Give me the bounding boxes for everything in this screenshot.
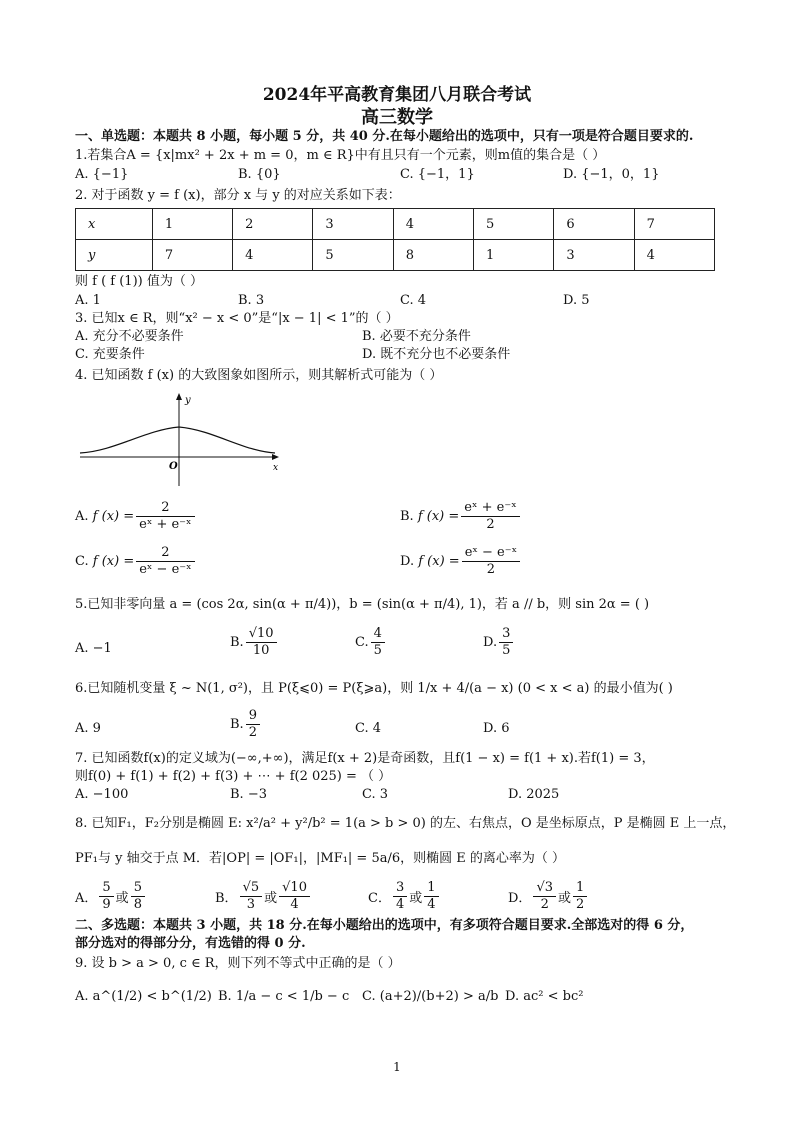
q2-option-a: A. 1 (75, 293, 101, 308)
table-cell: 2 (233, 209, 313, 240)
section-2-header: 二、多选题：本题共 3 小题，共 18 分.在每小题给出的选项中，有多项符合题目要求.全部选对的得 6 分， (75, 918, 694, 933)
table-cell: 4 (233, 240, 313, 271)
denominator: 2 (486, 517, 495, 532)
fraction (99, 880, 113, 913)
origin-label: O (169, 461, 178, 472)
q6-option-c: C. 4 (355, 721, 382, 736)
q9-option-c: C. (a+2)/(b+2) > a/b (362, 989, 499, 1004)
table-cell: 1 (152, 209, 232, 240)
fraction (499, 626, 513, 659)
q1-stem: 1.若集合A = {x|mx² + 2x + m = 0，m ∈ R}中有且只有一个元素，则m值的集合是（ ） (75, 148, 606, 163)
q2-option-d: D. 5 (563, 293, 590, 308)
fraction (461, 500, 519, 533)
q6-option-d: D. 6 (483, 721, 510, 736)
option-label: B. (400, 509, 414, 524)
option-lhs: f (x) = (92, 554, 135, 569)
q8-option-a (75, 880, 147, 913)
fraction (393, 880, 407, 913)
fraction (424, 880, 438, 913)
q4-option-b (400, 500, 522, 533)
section-2-header-continued: 部分选对的得部分分，有选错的得 0 分. (75, 936, 306, 951)
table-row (76, 240, 715, 271)
or-text: 或 (264, 891, 278, 906)
q4-option-d (400, 545, 522, 578)
table-cell: 3 (313, 209, 393, 240)
numerator: 9 (246, 708, 260, 725)
denominator: 3 (246, 897, 255, 912)
option-label: C． (368, 891, 391, 906)
fraction (136, 500, 194, 533)
table-cell: 3 (554, 240, 634, 271)
table-cell: y (76, 240, 153, 271)
q9-stem: 9. 设 b > a > 0, c ∈ R，则下列不等式中正确的是（ ） (75, 956, 401, 971)
q4-function-graph (75, 390, 290, 490)
numerator: 2 (136, 545, 194, 562)
table-row (76, 209, 715, 240)
option-label: D. (483, 635, 498, 650)
q8-option-b (215, 880, 312, 913)
numerator: √5 (240, 880, 263, 897)
fraction (462, 545, 520, 578)
fraction (371, 626, 385, 659)
q4-option-a (75, 500, 197, 533)
option-label: B. (230, 635, 244, 650)
fraction (246, 626, 277, 659)
q2-stem: 2. 对于函数 y = f (x)，部分 x 与 y 的对应关系如下表： (75, 188, 401, 203)
denominator: 4 (395, 897, 405, 912)
option-lhs: f (x) = (92, 509, 135, 524)
denominator: 4 (290, 897, 299, 912)
numerator: √10 (279, 880, 310, 897)
denominator: 2 (248, 725, 257, 740)
fraction (131, 880, 145, 913)
q5-option-d (483, 626, 515, 659)
option-label: A. (75, 509, 89, 524)
table-cell: 5 (474, 209, 554, 240)
table-cell: 1 (474, 240, 554, 271)
numerator: √10 (246, 626, 277, 643)
numerator: √3 (533, 880, 556, 897)
or-text: 或 (409, 891, 423, 906)
q7-option-a: A. −100 (75, 787, 129, 802)
or-text: 或 (558, 891, 572, 906)
option-lhs: f (x) = (418, 554, 460, 569)
option-label: C. (355, 635, 369, 650)
denominator: 5 (502, 643, 511, 658)
q3-option-b: B. 必要不充分条件 (362, 329, 471, 344)
q3-option-c: C. 充要条件 (75, 347, 145, 362)
q2-option-b: B. 3 (238, 293, 265, 308)
denominator: 2 (486, 562, 496, 577)
fraction (240, 880, 263, 913)
y-axis-label: y (185, 395, 191, 406)
q6-stem: 6.已知随机变量 ξ ~ N(1, σ²)，且 P(ξ⩽0) = P(ξ⩾a)，则 1/x + 4/(a − x) (0 < x < a) 的最小值为( ) (75, 681, 673, 696)
denominator: 2 (576, 897, 585, 912)
q4-option-c (75, 545, 197, 578)
q1-option-a: A. {−1} (75, 167, 129, 182)
fraction (533, 880, 556, 913)
table-cell: x (76, 209, 153, 240)
numerator: 3 (499, 626, 513, 643)
q5-option-c (355, 626, 387, 659)
q6-option-a: A. 9 (75, 721, 101, 736)
fraction (573, 880, 587, 913)
option-label: B. (230, 717, 244, 732)
table-cell: 4 (393, 209, 473, 240)
denominator: 9 (102, 897, 111, 912)
numerator: 4 (371, 626, 385, 643)
table-cell: 6 (554, 209, 634, 240)
q1-option-d: D. {−1，0，1} (563, 167, 660, 182)
denominator: 8 (133, 897, 142, 912)
q2-option-c: C. 4 (400, 293, 427, 308)
y-axis-arrow-icon (176, 393, 182, 400)
q1-option-c: C. {−1，1} (400, 167, 475, 182)
q8-stem: 8. 已知F₁，F₂分别是椭圆 E: x²/a² + y²/b² = 1(a > b > 0) 的左、右焦点，O 是坐标原点，P 是椭圆 E 上一点， (75, 816, 736, 831)
x-axis-label: x (273, 463, 279, 473)
option-label: C. (75, 554, 89, 569)
option-lhs: f (x) = (417, 509, 460, 524)
numerator: 2 (136, 500, 194, 517)
exam-title: 2024年平高教育集团八月联合考试 (262, 85, 532, 105)
option-label: B． (215, 891, 238, 906)
numerator: 3 (393, 880, 407, 897)
option-label: A． (75, 891, 98, 906)
q9-option-b: B. 1/a − c < 1/b − c (218, 989, 350, 1004)
fraction (136, 545, 194, 578)
bell-curve (80, 427, 275, 453)
q5-stem: 5.已知非零向量 a = (cos 2α, sin(α + π/4))，b = (sin(α + π/4), 1)，若 a // b，则 sin 2α = ( ) (75, 597, 650, 612)
q3-option-a: A. 充分不必要条件 (75, 329, 184, 344)
numerator: 1 (573, 880, 587, 897)
q7-option-c: C. 3 (362, 787, 389, 802)
table-cell: 8 (393, 240, 473, 271)
x-axis-arrow-icon (272, 454, 279, 460)
q2-ask: 则 f ( f (1)) 值为（ ） (75, 274, 203, 289)
q3-stem: 3. 已知x ∈ R，则“x² − x < 0”是“|x − 1| < 1”的（ ） (75, 311, 399, 326)
exam-subtitle: 高三数学 (361, 107, 433, 128)
fraction (246, 708, 260, 741)
numerator: 5 (131, 880, 145, 897)
q8-stem-continued: PF₁与 y 轴交于点 M．若|OP| = |OF₁|，|MF₁| = 5a/6，则椭圆 E 的离心率为（ ） (75, 851, 566, 866)
table-cell: 4 (634, 240, 714, 271)
denominator: 5 (373, 643, 382, 658)
numerator: 1 (424, 880, 438, 897)
q7-stem: 7. 已知函数f(x)的定义域为(−∞,+∞)，满足f(x + 2)是奇函数，且f(1 − x) = f(1 + x).若f(1) = 3， (75, 751, 655, 766)
q5-option-b (230, 626, 279, 659)
q8-option-c (368, 880, 441, 913)
section-1-header: 一、单选题：本题共 8 小题，每小题 5 分，共 40 分.在每小题给出的选项中，只有一项是符合题目要求的. (75, 129, 694, 144)
q9-option-d: D. ac² < bc² (505, 989, 584, 1004)
q4-stem: 4. 已知函数 f (x) 的大致图象如图所示，则其解析式可能为（ ） (75, 368, 443, 383)
denominator: 2 (540, 897, 549, 912)
q3-option-d: D. 既不充分也不必要条件 (362, 347, 511, 362)
numerator: eˣ + e⁻ˣ (461, 500, 519, 517)
q6-option-b (230, 708, 262, 741)
q5-option-a: A. −1 (75, 641, 112, 656)
q7-option-b: B. −3 (230, 787, 267, 802)
denominator: eˣ − e⁻ˣ (139, 562, 192, 577)
denominator: 10 (252, 643, 270, 658)
q1-option-b: B. {0} (238, 167, 281, 182)
table-cell: 7 (634, 209, 714, 240)
table-cell: 5 (313, 240, 393, 271)
q2-value-table (75, 208, 715, 271)
denominator: eˣ + e⁻ˣ (139, 517, 192, 532)
q9-option-a: A. a^(1/2) < b^(1/2) (75, 989, 212, 1004)
numerator: eˣ − e⁻ˣ (462, 545, 520, 562)
numerator: 5 (99, 880, 113, 897)
page-number: 1 (393, 1060, 401, 1074)
q8-option-d (508, 880, 589, 913)
denominator: 4 (427, 897, 436, 912)
q7-stem-continued: 则f(0) + f(1) + f(2) + f(3) + ⋯ + f(2 025) = （ ） (75, 769, 392, 784)
or-text: 或 (115, 891, 129, 906)
fraction (279, 880, 310, 913)
option-label: D. (400, 554, 415, 569)
option-label: D． (508, 891, 532, 906)
q7-option-d: D. 2025 (508, 787, 560, 802)
table-cell: 7 (152, 240, 232, 271)
